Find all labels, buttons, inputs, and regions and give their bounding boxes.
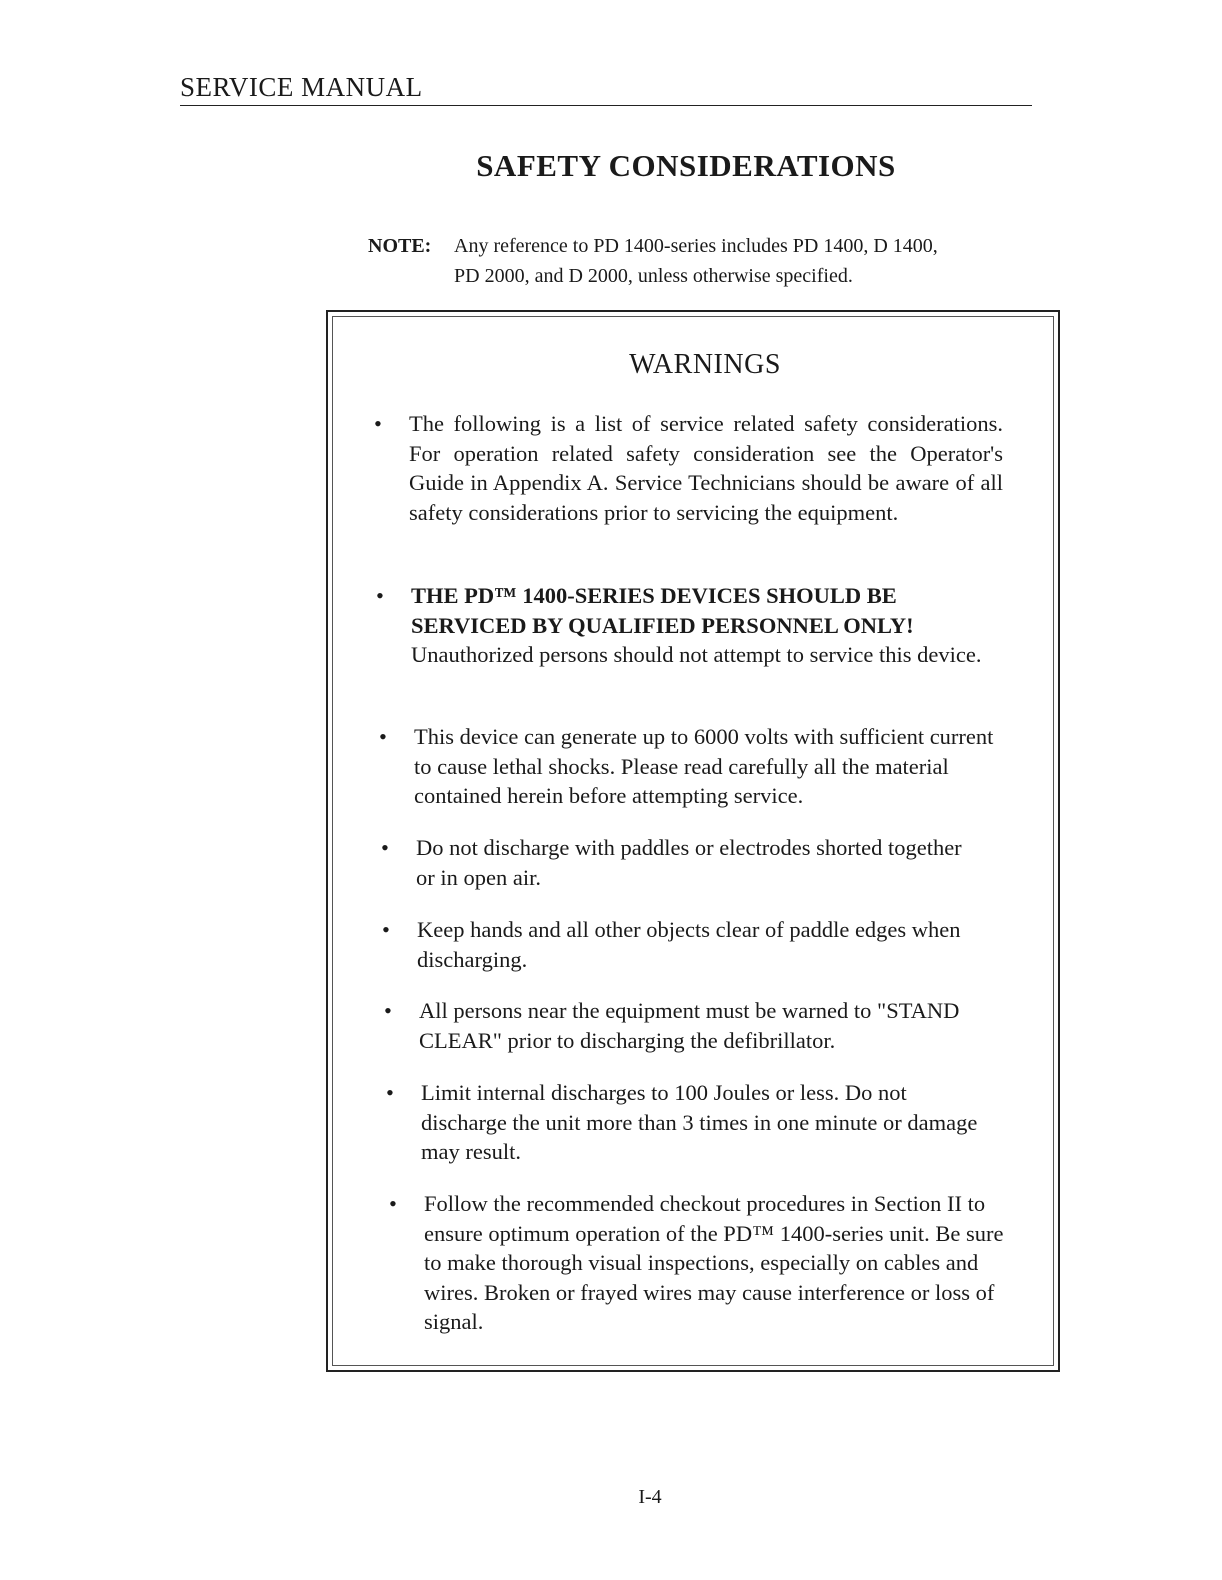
header-rule bbox=[180, 105, 1032, 106]
bullet-icon: • bbox=[389, 1191, 397, 1216]
page-title: SAFETY CONSIDERATIONS bbox=[476, 148, 896, 183]
bullet-icon: • bbox=[384, 998, 392, 1023]
bullet-icon: • bbox=[374, 411, 382, 436]
note bbox=[368, 231, 1028, 291]
warning-item bbox=[389, 1189, 1024, 1337]
warning-text: Unauthorized persons should not attempt to service this device. bbox=[411, 642, 982, 667]
warning-item bbox=[374, 409, 1003, 527]
warning-text: Limit internal discharges to 100 Joules or less. Do not discharge the unit more than 3 times in one minute or damage may result. bbox=[421, 1080, 978, 1164]
warning-item bbox=[386, 1078, 996, 1167]
warnings-title: WARNINGS bbox=[629, 349, 781, 380]
bullet-icon: • bbox=[386, 1080, 394, 1105]
warning-text: Do not discharge with paddles or electrodes shorted together or in open air. bbox=[416, 835, 962, 890]
bullet-icon: • bbox=[379, 724, 387, 749]
warning-item bbox=[376, 581, 1011, 670]
running-header: SERVICE MANUAL bbox=[180, 72, 423, 102]
bullet-icon: • bbox=[376, 583, 384, 608]
bullet-icon: • bbox=[381, 835, 389, 860]
warning-item bbox=[381, 833, 976, 892]
warning-item bbox=[382, 915, 997, 974]
note-line-2: PD 2000, and D 2000, unless otherwise specified. bbox=[454, 265, 853, 287]
warning-emphasis: THE PD™ 1400-SERIES DEVICES SHOULD BE SERVICED BY QUALIFIED PERSONNEL ONLY! bbox=[411, 583, 914, 638]
warning-text: This device can generate up to 6000 volts with sufficient current to cause lethal shocks. Please read carefully all the material contained herein before attempting service. bbox=[414, 724, 994, 808]
warning-item bbox=[384, 996, 1009, 1055]
warning-text: Keep hands and all other objects clear of paddle edges when discharging. bbox=[417, 917, 961, 972]
note-label: NOTE: bbox=[368, 235, 432, 257]
warning-text: All persons near the equipment must be warned to "STAND CLEAR" prior to discharging the defibrillator. bbox=[419, 998, 960, 1053]
note-line-1: Any reference to PD 1400-series includes PD 1400, D 1400, bbox=[454, 235, 938, 257]
page-number: I-4 bbox=[638, 1486, 662, 1508]
bullet-icon: • bbox=[382, 917, 390, 942]
warning-text: The following is a list of service related safety considerations. For operation related safety consideration see the Operator's Guide in Appendix A. Service Technicians should be aware of all safety considerations prior to servicing the equipment. bbox=[409, 411, 1003, 525]
warning-item bbox=[379, 722, 1004, 811]
warning-text: Follow the recommended checkout procedures in Section II to ensure optimum operation of the PD™ 1400-series unit. Be sure to make thorough visual inspections, especially on cables and wires. Broken or frayed wires may cause interference or loss of signal. bbox=[424, 1191, 1004, 1334]
